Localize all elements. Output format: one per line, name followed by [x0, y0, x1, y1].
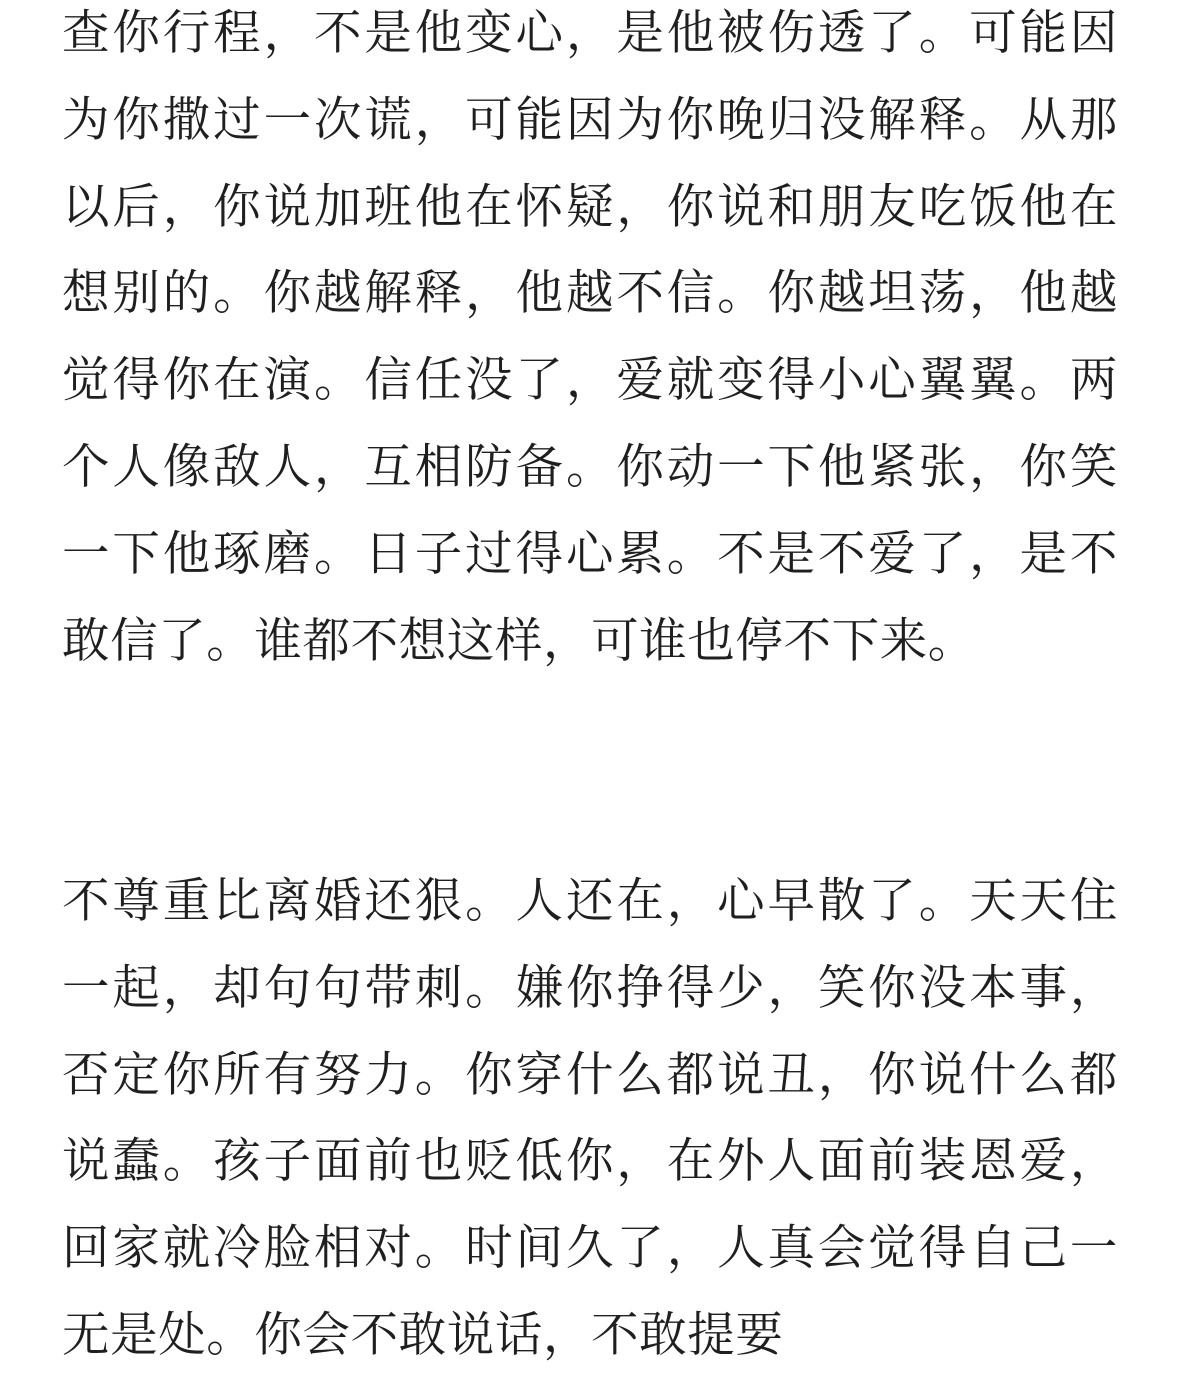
article-paragraph: 查你行程，不是他变心，是他被伤透了。可能因为你撒过一次谎，可能因为你晚归没解释。从那以后，你说加班他在怀疑，你说和朋友吃饭他在想别的。你越解释，他越不信。你越坦荡，他越觉得你在演。信任没了，爱就变得小心翼翼。两个人像敌人，互相防备。你动一下他紧张，你笑一下他琢磨。日子过得心累。不是不爱了，是不敢信了。谁都不想这样，可谁也停不下来。	[62, 6, 1118, 669]
article-paragraph: 不尊重比离婚还狠。人还在，心早散了。天天住一起，却句句带刺。嫌你挣得少，笑你没本事，否定你所有努力。你穿什么都说丑，你说什么都说蠢。孩子面前也贬低你，在外人面前装恩爱，回家就冷脸相对。时间久了，人真会觉得自己一无是处。你会不敢说话，不敢提要	[62, 873, 1118, 1363]
article-body	[62, 0, 1118, 1380]
